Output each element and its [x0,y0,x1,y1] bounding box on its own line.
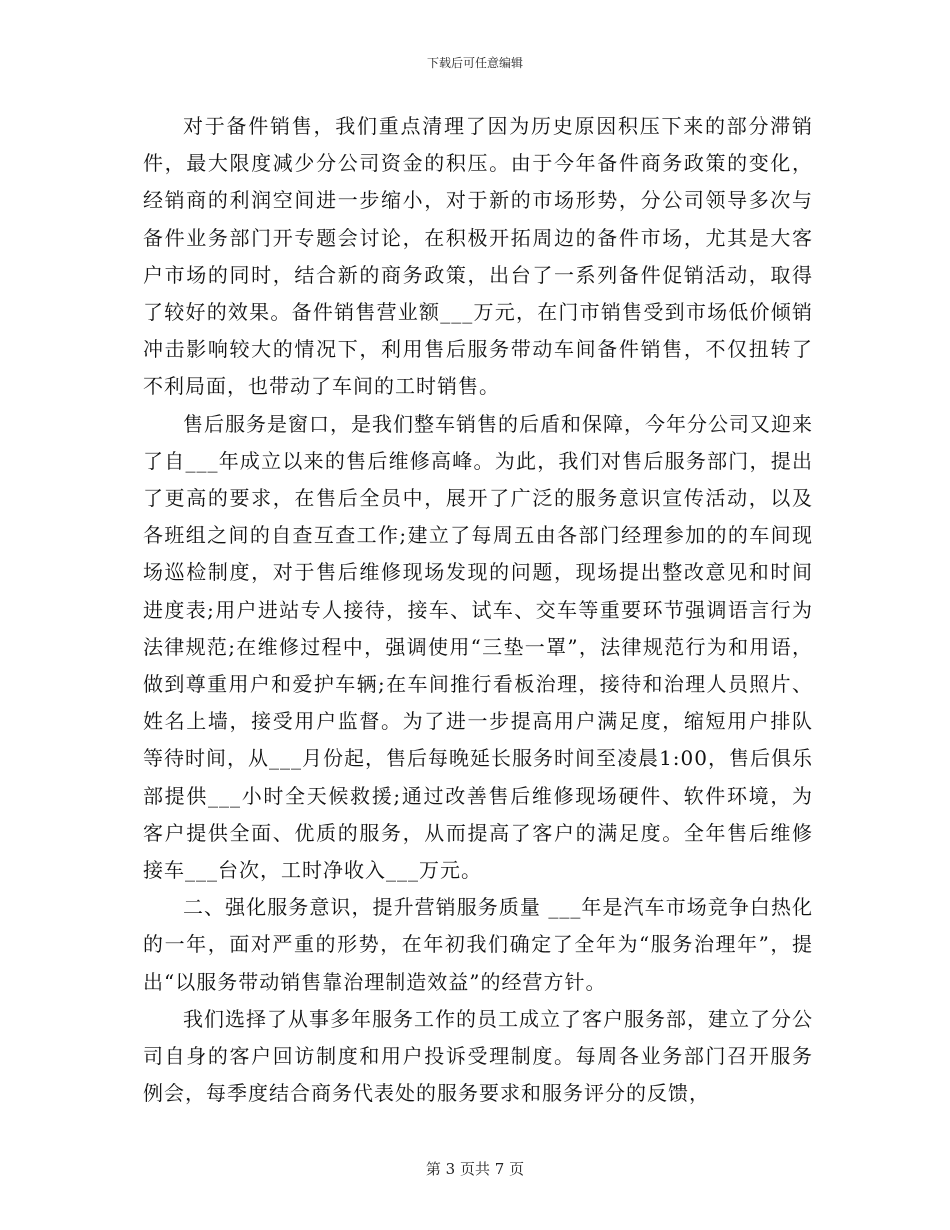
page-header [0,54,950,71]
paragraph-spare-parts-sales: 对于备件销售，我们重点清理了因为历史原因积压下来的部分滞销件，最大限度减少分公司资金的积压。由于今年备件商务政策的变化，经销商的利润空间进一步缩小，对于新的市场形势，分公司领导多次与备件业务部门开专题会讨论，在积极开拓周边的备件市场，尤其是大客户市场的同时，结合新的商务政策，出台了一系列备件促销活动，取得了较好的效果。备件销售营业额___万元，在门市销售受到市场低价倾销冲击影响较大的情况下，利用售后服务带动车间备件销售，不仅扭转了不利局面，也带动了车间的工时销售。 [143,114,813,399]
page-number: 第 3 页共 7 页 [425,1160,525,1178]
page-footer [0,1158,950,1179]
paragraph-after-sales-service: 售后服务是窗口，是我们整车销售的后盾和保障，今年分公司又迎来了自___年成立以来的售后维修高峰。为此，我们对售后服务部门，提出了更高的要求，在售后全员中，展开了广泛的服务意识宣传活动，以及各班组之间的自查互查工作;建立了每周五由各部门经理参加的的车间现场巡检制度，对于售后维修现场发现的问题，现场提出整改意见和时间进度表;用户进站专人接待，接车、试车、交车等重要环节强调语言行为法律规范;在维修过程中，强调使用“三垫一罩”，法律规范行为和用语，做到尊重用户和爱护车辆;在车间推行看板治理，接待和治理人员照片、姓名上墙，接受用户监督。为了进一步提高用户满足度，缩短用户排队等待时间，从___月份起，售后每晚延长服务时间至凌晨1:00，售后俱乐部提供___小时全天候救援;通过改善售后维修现场硬件、软件环境，为客户提供全面、优质的服务，从而提高了客户的满足度。全年售后维修接车___台次，工时净收入___万元。 [143,411,813,883]
header-note: 下载后可任意编辑 [426,56,523,70]
document-body [143,108,813,1112]
paragraph-service-awareness: 二、强化服务意识，提升营销服务质量 ___年是汽车市场竞争白热化的一年，面对严重的形势，在年初我们确定了全年为“服务治理年”，提出“以服务带动销售靠治理制造效益”的经营方针。 [143,895,813,994]
paragraph-customer-service-department: 我们选择了从事多年服务工作的员工成立了客户服务部，建立了分公司自身的客户回访制度和用户投诉受理制度。每周各业务部门召开服务例会，每季度结合商务代表处的服务要求和服务评分的反馈， [143,1006,813,1106]
